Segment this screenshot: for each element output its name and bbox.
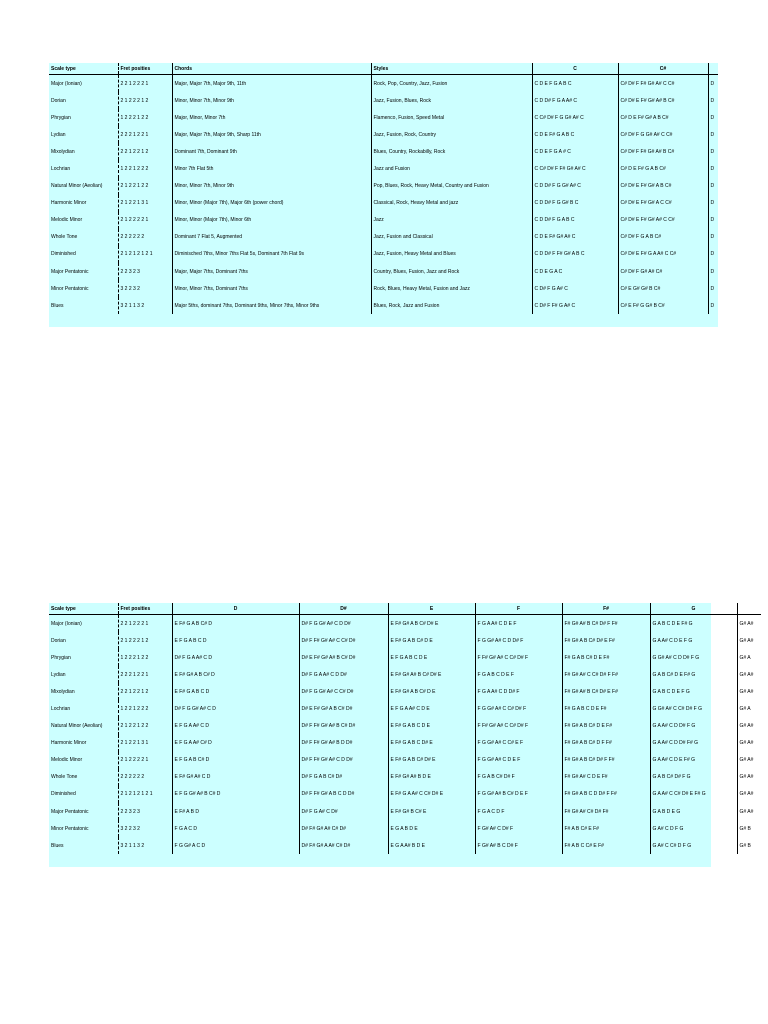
table-cell: F# G# A B C# D# F F# xyxy=(562,752,650,769)
fret-positions-cell: 2 2 1 2 2 2 1 xyxy=(118,615,172,633)
scale-type-cell: Lochrian xyxy=(51,706,71,713)
fret-positions-cell: 2 2 1 2 2 1 2 xyxy=(118,143,172,160)
fret-positions-cell: 1 2 2 1 2 2 2 xyxy=(118,700,172,717)
fret-positions-cell: 3 2 1 1 3 2 xyxy=(118,297,172,314)
table-row xyxy=(49,752,761,769)
table-cell: F G G# A# C C# D# F xyxy=(475,700,562,717)
table-cell: F G A A# C D D# F xyxy=(475,683,562,700)
table-cell: F G A C D xyxy=(172,820,299,837)
table-cell: E F# G A B C D xyxy=(172,683,299,700)
table-cell: C D E F G A B C xyxy=(532,75,618,93)
table-cell: E F# G A B C# D xyxy=(172,615,299,633)
table-cell: Jazz xyxy=(371,212,532,229)
table-cell: Diminisched 7ths, Minor 7ths Flat 5s, Dominant 7th Flat 9s xyxy=(172,246,371,263)
table-cell: G A B C D E F G xyxy=(650,683,737,700)
table-row xyxy=(49,263,718,280)
table-row xyxy=(49,632,761,649)
table-cell: Rock, Blues, Heavy Metal, Fusion and Jazz xyxy=(371,280,532,297)
table-cell: G A# C C# D F G xyxy=(650,837,737,854)
fret-positions-cell: 2 1 2 1 2 1 2 1 xyxy=(118,246,172,263)
fret-positions-cell: 3 2 2 3 2 xyxy=(118,280,172,297)
table-row xyxy=(49,683,761,700)
table-row xyxy=(49,178,718,195)
scale-type-cell: Dorian xyxy=(51,637,66,644)
table-cell: C# D# F G G# A# C C# xyxy=(618,126,708,143)
fret-positions-cell: 2 1 2 1 2 1 2 1 xyxy=(118,786,172,803)
table-cell: D xyxy=(708,229,718,246)
table-cell: Major, Major 7ths, Dominant 7ths xyxy=(172,263,371,280)
table-cell: C D# F G A# C xyxy=(532,280,618,297)
table-cell: F# G# A B C D D# F F# xyxy=(562,786,650,803)
table-cell: D xyxy=(708,143,718,160)
table-cell: C# D# F F# G# A# B C# xyxy=(618,143,708,160)
table-cell: E F# G# A# C D xyxy=(172,769,299,786)
table-cell: G A A# C D D# F# G xyxy=(650,735,737,752)
table-cell: F# G# A# B C# D# F F# xyxy=(562,615,650,633)
scale-type-cell: Melodic Minor xyxy=(51,757,83,764)
table-row xyxy=(49,735,761,752)
table-cell: D# F F# G# A# B C# D# xyxy=(299,718,388,735)
table-cell: C# D# E F# G# A# B C# xyxy=(618,92,708,109)
table-cell: G A B D E G xyxy=(650,803,737,820)
table-row xyxy=(49,769,761,786)
table-cell: C# D E F# G# A B C# xyxy=(618,109,708,126)
table-cell: D xyxy=(708,246,718,263)
scale-type-cell: Harmonic Minor xyxy=(51,200,87,207)
table-cell: E F G A A# C D xyxy=(172,718,299,735)
table-cell: F# A B C# E F# xyxy=(562,820,650,837)
table-row xyxy=(49,126,718,143)
fret-positions-cell: 1 2 2 2 1 2 2 xyxy=(118,109,172,126)
table-cell: D xyxy=(708,280,718,297)
scale-type-cell: Harmonic Minor xyxy=(51,740,87,747)
table-cell: C# D# E F# G# A B C# xyxy=(618,178,708,195)
table-cell: C D E F# G A B C xyxy=(532,126,618,143)
table-cell: C D E G A C xyxy=(532,263,618,280)
column-header: Fret posities xyxy=(118,603,172,615)
table-cell: G A B C# D E F# G xyxy=(650,666,737,683)
table-cell: F# A B C C# E F# xyxy=(562,837,650,854)
table-row xyxy=(49,649,761,666)
table-cell: D xyxy=(708,195,718,212)
table-cell: Minor 7th Flat 5th xyxy=(172,160,371,177)
table-cell: F G# A# C D# F xyxy=(475,820,562,837)
column-header: F# xyxy=(562,603,650,615)
table-cell: G# A# xyxy=(737,632,761,649)
table-cell: Jazz, Fusion, Heavy Metal and Blues xyxy=(371,246,532,263)
table-cell: C# D E F# G A B C# xyxy=(618,160,708,177)
table-cell: C# D# E F# G# A C C# xyxy=(618,195,708,212)
fret-positions-cell: 2 2 2 1 2 2 1 xyxy=(118,666,172,683)
table-row xyxy=(49,615,761,633)
table-cell: D# E F# G# A B C# D# xyxy=(299,700,388,717)
table-cell: G A A# C D E F# G xyxy=(650,752,737,769)
table-row xyxy=(49,229,718,246)
table-cell: G# A# xyxy=(737,718,761,735)
table-cell: Jazz and Fusion xyxy=(371,160,532,177)
scale-type-cell: Major (Ionian) xyxy=(51,80,82,87)
table-cell: F G A B C# D# F xyxy=(475,769,562,786)
table-cell: C C# D# F G G# A# C xyxy=(532,109,618,126)
table-cell: G# A# xyxy=(737,803,761,820)
table-cell: G G# A# C D D# F G xyxy=(650,649,737,666)
table-cell: D# F F# G# A# C C# D# xyxy=(299,632,388,649)
table-cell: C D E F G A # C xyxy=(532,143,618,160)
table-cell: F# G A B C# D E F# xyxy=(562,649,650,666)
column-header: Fret posities xyxy=(118,63,172,75)
table-cell: G A# C D F G xyxy=(650,820,737,837)
table-cell: Blues, Country, Rockabilly, Rock xyxy=(371,143,532,160)
scale-type-cell: Blues xyxy=(51,842,64,849)
table-cell: D# F F# G# A# C D D# xyxy=(299,752,388,769)
table-cell: G G# A# C C# D# F G xyxy=(650,700,737,717)
table-row xyxy=(49,195,718,212)
table-cell: C# D# F G A B C# xyxy=(618,229,708,246)
scale-type-cell: Lochrian xyxy=(51,166,71,173)
scale-table xyxy=(49,63,718,314)
fret-positions-cell: 2 2 1 2 2 1 2 xyxy=(118,683,172,700)
table-cell: G# B xyxy=(737,820,761,837)
table-cell: G# A xyxy=(737,649,761,666)
table-row xyxy=(49,718,761,735)
table-cell: F# G# A# B C# D# E F# xyxy=(562,683,650,700)
table-cell: C# D# E F# G A A# C C# xyxy=(618,246,708,263)
table-cell: E F# G# A B C# D# E xyxy=(388,615,475,633)
fret-positions-cell: 2 1 2 2 1 3 1 xyxy=(118,195,172,212)
table-cell: C# D# F G# A# C# xyxy=(618,263,708,280)
table-cell: F# G# A B C# D F F# xyxy=(562,735,650,752)
table-cell: D# F G G# A# C C# D# xyxy=(299,683,388,700)
scale-table-d-to-g xyxy=(49,603,754,867)
table-cell: Minor, Minor 7th, Minor 9th xyxy=(172,92,371,109)
table-cell: D# E F# G# A# B C# D# xyxy=(299,649,388,666)
table-cell: F F# G# A# C C# D# F xyxy=(475,718,562,735)
table-cell: D xyxy=(708,75,718,93)
table-row xyxy=(49,160,718,177)
scale-type-cell: Minor Pentatonic xyxy=(51,285,89,292)
table-cell: C# D# E F# G# A# C C# xyxy=(618,212,708,229)
table-cell: G# A# xyxy=(737,666,761,683)
table-cell: G A B C D E F# G xyxy=(650,615,737,633)
scale-type-cell: Whole Tone xyxy=(51,234,78,241)
table-cell: F# G# A B C# D# E F# xyxy=(562,632,650,649)
table-cell: D# F# G# A A# C# D# xyxy=(299,837,388,854)
fret-positions-cell: 2 1 2 2 2 2 1 xyxy=(118,752,172,769)
fret-positions-cell: 1 2 2 1 2 2 2 xyxy=(118,160,172,177)
fret-positions-cell: 2 2 3 2 3 xyxy=(118,263,172,280)
table-cell: Jazz, Fusion and Classical xyxy=(371,229,532,246)
table-cell: F G A B C D E F xyxy=(475,666,562,683)
table-cell: Rock, Pop, Country, Jazz, Fusion xyxy=(371,75,532,93)
table-cell: F G G# A# C C# E F xyxy=(475,735,562,752)
column-header: C# xyxy=(618,63,708,75)
table-cell: E F# G A A# C C# D# E xyxy=(388,786,475,803)
column-header: D xyxy=(172,603,299,615)
table-cell: D# F G A A# C D xyxy=(172,649,299,666)
table-cell: Flamenco, Fusion, Speed Metal xyxy=(371,109,532,126)
scale-type-cell: Diminished xyxy=(51,251,76,258)
scale-type-cell: Phrygian xyxy=(51,654,71,661)
table-cell: G# A# xyxy=(737,683,761,700)
table-row xyxy=(49,246,718,263)
table-cell: E F# G A B C# D# E xyxy=(388,752,475,769)
table-cell: Blues, Rock, Jazz and Fusion xyxy=(371,297,532,314)
table-cell: E F# G# A# B D E xyxy=(388,769,475,786)
table-cell: C# E G# G# B C# xyxy=(618,280,708,297)
column-header: Chords xyxy=(172,63,371,75)
fret-positions-cell: 2 2 3 2 3 xyxy=(118,803,172,820)
table-cell: E F# G A B C D E xyxy=(388,718,475,735)
table-cell: E F# G# A B C# D xyxy=(172,666,299,683)
table-cell: C D D# F F# G# A B C xyxy=(532,246,618,263)
table-cell: C D D# F G A B C xyxy=(532,212,618,229)
scale-type-cell: Major (Ionian) xyxy=(51,620,82,627)
table-cell: E F# G# A# B C# D# E xyxy=(388,666,475,683)
table-row xyxy=(49,803,761,820)
header-row xyxy=(49,603,761,615)
scale-type-cell: Diminished xyxy=(51,791,76,798)
table-row xyxy=(49,820,761,837)
scale-table-c xyxy=(49,63,718,327)
scale-type-cell: Minor Pentatonic xyxy=(51,825,89,832)
table-row xyxy=(49,143,718,160)
column-header: Scale type xyxy=(49,603,118,615)
scale-type-cell: Phrygian xyxy=(51,114,71,121)
column-header xyxy=(708,63,718,75)
table-cell: Dominant 7 Flat 5, Augmented xyxy=(172,229,371,246)
table-cell: E F G A B C D xyxy=(172,632,299,649)
table-cell: D# F# G# A# C# D# xyxy=(299,820,388,837)
scale-table xyxy=(49,603,761,854)
table-cell: D xyxy=(708,297,718,314)
table-cell: F G# A# B C D# F xyxy=(475,837,562,854)
table-cell: Pop, Blues, Rock, Heavy Metal, Country and Fusion xyxy=(371,178,532,195)
table-cell: Minor, Minor 7th, Minor 9th xyxy=(172,178,371,195)
table-row xyxy=(49,297,718,314)
table-cell: F G A A# C D E F xyxy=(475,615,562,633)
table-row xyxy=(49,212,718,229)
table-cell: E F# G# A B C# D E xyxy=(388,683,475,700)
table-cell: D# F G A B C# D# xyxy=(299,769,388,786)
table-cell: C D D# F G G# B C xyxy=(532,195,618,212)
table-cell: E G A B D E xyxy=(388,820,475,837)
table-cell: F# G# A# C D E F# xyxy=(562,769,650,786)
table-cell: F# G# A# C# D# F# xyxy=(562,803,650,820)
table-cell: F F# G# A# C C# D# F xyxy=(475,649,562,666)
table-cell: E F# A B D xyxy=(172,803,299,820)
table-cell: E F# G# B C# E xyxy=(388,803,475,820)
table-cell: E F# G A B C# D E xyxy=(388,632,475,649)
column-header: D# xyxy=(299,603,388,615)
table-cell: Minor, Minor (Major 7th), Minor 6th xyxy=(172,212,371,229)
table-cell: Major, Major 7th, Major 9th, 11th xyxy=(172,75,371,93)
table-cell: G# A# xyxy=(737,752,761,769)
fret-positions-cell: 2 1 2 2 2 2 1 xyxy=(118,212,172,229)
fret-positions-cell: 2 1 2 2 1 2 2 xyxy=(118,718,172,735)
table-cell: E F G A B C D E xyxy=(388,649,475,666)
column-header: C xyxy=(532,63,618,75)
table-cell: D xyxy=(708,160,718,177)
scale-type-cell: Major Pentatonic xyxy=(51,268,89,275)
fret-positions-cell: 2 2 1 2 2 2 1 xyxy=(118,75,172,93)
fret-positions-cell: 1 2 2 2 1 2 2 xyxy=(118,649,172,666)
column-header: Styles xyxy=(371,63,532,75)
table-cell: D# F G G# A# C D xyxy=(172,700,299,717)
scale-type-cell: Blues xyxy=(51,302,64,309)
column-header: G xyxy=(650,603,737,615)
column-header: Scale type xyxy=(49,63,118,75)
table-cell: C# E F# G G# B C# xyxy=(618,297,708,314)
table-cell: F G G# A C D xyxy=(172,837,299,854)
table-row xyxy=(49,837,761,854)
table-cell: D# F G A A# C D D# xyxy=(299,666,388,683)
table-cell: D# F G G# A# C D D# xyxy=(299,615,388,633)
table-cell: Major 5ths, dominant 7ths, Dominant 9ths, Minor 7ths, Minor 9ths xyxy=(172,297,371,314)
fret-positions-cell: 2 2 2 2 2 2 xyxy=(118,769,172,786)
scale-type-cell: Dorian xyxy=(51,97,66,104)
table-cell: G# A# xyxy=(737,735,761,752)
table-cell: G# B xyxy=(737,837,761,854)
table-row xyxy=(49,109,718,126)
table-row xyxy=(49,786,761,803)
table-cell: D xyxy=(708,109,718,126)
table-cell: F# G# A# C C# D# F F# xyxy=(562,666,650,683)
table-cell: Major, Major 7th, Major 9th, Sharp 11th xyxy=(172,126,371,143)
table-row xyxy=(49,280,718,297)
table-cell: G A A# C D E F G xyxy=(650,632,737,649)
table-cell: F# G# A B C# D E F# xyxy=(562,718,650,735)
table-cell: G# A# xyxy=(737,615,761,633)
table-cell: D# F F# G# A B C D D# xyxy=(299,786,388,803)
scale-type-cell: Whole Tone xyxy=(51,774,78,781)
table-cell: F# G A B C D E F# xyxy=(562,700,650,717)
table-cell: E F G G# A# B C# D xyxy=(172,786,299,803)
table-row xyxy=(49,75,718,93)
table-cell: F G G# A# C D E F xyxy=(475,752,562,769)
table-cell: C D E F# G# A# C xyxy=(532,229,618,246)
fret-positions-cell: 2 2 2 1 2 2 1 xyxy=(118,126,172,143)
table-cell: D# F F# G# A# B D D# xyxy=(299,735,388,752)
table-cell: E F G A A# C D E xyxy=(388,700,475,717)
scale-type-cell: Mixolydian xyxy=(51,688,75,695)
scale-type-cell: Major Pentatonic xyxy=(51,808,89,815)
table-cell: D xyxy=(708,212,718,229)
table-cell: D xyxy=(708,92,718,109)
fret-positions-cell: 2 1 2 2 2 1 2 xyxy=(118,632,172,649)
scale-type-cell: Natural Minor (Aeolian) xyxy=(51,183,103,190)
scale-type-cell: Melodic Minor xyxy=(51,217,83,224)
table-cell: G A B C# D# F G xyxy=(650,769,737,786)
column-header: F xyxy=(475,603,562,615)
table-cell: E F G A B C# D xyxy=(172,752,299,769)
table-cell: Jazz, Fusion, Rock, Country xyxy=(371,126,532,143)
fret-positions-cell: 2 1 2 2 2 1 2 xyxy=(118,92,172,109)
table-cell: C# D# F F# G# A# C C# xyxy=(618,75,708,93)
table-cell: Major, Minor, Minor 7th xyxy=(172,109,371,126)
table-row xyxy=(49,92,718,109)
table-row xyxy=(49,666,761,683)
fret-positions-cell: 3 2 2 3 2 xyxy=(118,820,172,837)
table-cell: G A A# C D D# F G xyxy=(650,718,737,735)
table-cell: G# A xyxy=(737,700,761,717)
table-cell: Minor, Minor (Major 7th), Major 6th (power chord) xyxy=(172,195,371,212)
table-cell: G# A# xyxy=(737,769,761,786)
table-cell: F G A C D F xyxy=(475,803,562,820)
scale-type-cell: Mixolydian xyxy=(51,148,75,155)
table-cell: D xyxy=(708,126,718,143)
table-cell: E G A A# B D E xyxy=(388,837,475,854)
table-cell: Country, Blues, Fusion, Jazz and Rock xyxy=(371,263,532,280)
fret-positions-cell: 3 2 1 1 3 2 xyxy=(118,837,172,854)
scale-type-cell: Lydian xyxy=(51,671,66,678)
table-row xyxy=(49,700,761,717)
table-cell: D xyxy=(708,263,718,280)
header-row xyxy=(49,63,718,75)
table-cell: F G G# A# B C# D E F xyxy=(475,786,562,803)
table-cell: E F G A A# C# D xyxy=(172,735,299,752)
table-cell: Jazz, Fusion, Blues, Rock xyxy=(371,92,532,109)
fret-positions-cell: 2 1 2 2 1 3 1 xyxy=(118,735,172,752)
table-cell: C D D# F G A A# C xyxy=(532,92,618,109)
column-header xyxy=(737,603,761,615)
table-cell: Classical, Rock, Heavy Metal and jazz xyxy=(371,195,532,212)
fret-positions-cell: 2 1 2 2 1 2 2 xyxy=(118,178,172,195)
scale-type-cell: Natural Minor (Aeolian) xyxy=(51,723,103,730)
column-header: E xyxy=(388,603,475,615)
table-cell: Minor, Minor 7ths, Dominant 7ths xyxy=(172,280,371,297)
table-cell: G# A# xyxy=(737,786,761,803)
scale-type-cell: Lydian xyxy=(51,131,66,138)
table-cell: C D D# F G G# A# C xyxy=(532,178,618,195)
table-cell: F G G# A# C D D# F xyxy=(475,632,562,649)
table-cell: G A A# C C# D# E F# G xyxy=(650,786,737,803)
table-cell: D# F G A# C D# xyxy=(299,803,388,820)
table-cell: D xyxy=(708,178,718,195)
table-cell: E F# G A B C D# E xyxy=(388,735,475,752)
table-cell: C D# F F# G A# C xyxy=(532,297,618,314)
fret-positions-cell: 2 2 2 2 2 2 xyxy=(118,229,172,246)
table-cell: C C# D# F F# G# A# C xyxy=(532,160,618,177)
table-cell: Dominant 7th, Dominant 9th xyxy=(172,143,371,160)
